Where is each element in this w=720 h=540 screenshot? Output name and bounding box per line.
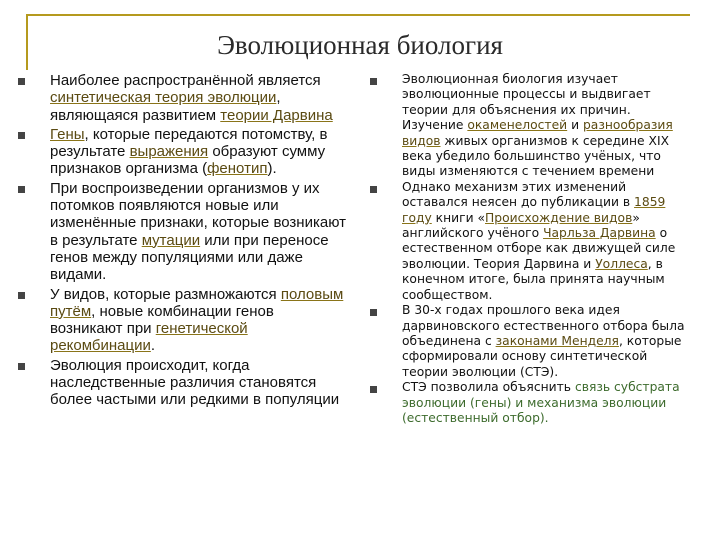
bullet-marker-icon xyxy=(18,292,25,299)
text-run: . xyxy=(150,337,156,355)
text-run: образуют сумму признаков организма ( xyxy=(50,143,326,178)
text-run: » английского учёного xyxy=(402,210,640,241)
hyperlink[interactable]: мутации xyxy=(141,231,201,249)
text-run: , новые комбинации генов возникают при xyxy=(50,302,274,338)
text-run: ). xyxy=(267,160,277,178)
hyperlink[interactable]: окаменелостей xyxy=(467,118,568,133)
text-run: В 30-х годах прошлого века идея дарвиновского естественного отбора была объединена с xyxy=(402,303,685,348)
bullet-marker-icon xyxy=(370,386,377,393)
hyperlink[interactable]: фенотип xyxy=(207,160,268,178)
text-run: СТЭ позволила объяснить xyxy=(402,380,575,395)
hyperlink[interactable]: генетической рекомбинации xyxy=(50,320,248,355)
text-run: о естественном отборе как движущей силе эволюции. Теория Дарвина и xyxy=(402,226,676,271)
right-bullet-list xyxy=(370,72,690,426)
text-run: , которые сформировали основу синтетической теории эволюции (СТЭ). xyxy=(402,333,682,379)
hyperlink[interactable]: выражения xyxy=(129,143,209,161)
text-run: Эволюция происходит, когда наследственные различия становятся более частыми или редкими в популяции xyxy=(50,356,340,409)
right-bullet-item xyxy=(370,180,690,303)
text-run: У видов, которые размножаются xyxy=(50,285,281,303)
hyperlink[interactable]: разнообразия видов xyxy=(402,118,673,148)
left-bullet-item xyxy=(18,72,350,124)
hyperlink[interactable]: Происхождение видов xyxy=(485,210,633,225)
left-bullet-item xyxy=(18,357,350,409)
hyperlink[interactable]: 1859 году xyxy=(402,195,666,225)
bullet-marker-icon xyxy=(370,309,377,316)
left-bullet-item xyxy=(18,180,350,284)
left-bullet-item xyxy=(18,286,350,355)
frame-top-line xyxy=(26,14,690,16)
bullet-marker-icon xyxy=(370,78,377,85)
hyperlink[interactable]: законами Менделя xyxy=(495,333,619,348)
text-run: и xyxy=(567,118,583,133)
bullet-marker-icon xyxy=(18,132,25,139)
hyperlink[interactable]: Гены xyxy=(50,125,85,143)
right-bullet-item xyxy=(370,380,690,426)
text-run: живых организмов к середине XIX века убедило большинство учёных, что виды изменяются с течением времени xyxy=(402,133,670,179)
hyperlink[interactable]: синтетическая теория эволюции xyxy=(50,89,277,107)
bullet-marker-icon xyxy=(18,363,25,370)
left-bullet-item xyxy=(18,126,350,178)
hyperlink[interactable]: Уоллеса xyxy=(595,256,648,271)
text-run: книги « xyxy=(431,210,486,225)
text-run: Эволюционная биология изучает эволюционные процессы и выдвигает теории для объяснения их причин. Изучение xyxy=(402,72,651,133)
text-run: , в конечном итоге, была принята научным сообществом. xyxy=(402,256,665,302)
text-run: , которые передаются потомству, в результате xyxy=(50,125,328,161)
hyperlink[interactable]: теории Дарвина xyxy=(220,106,333,124)
text-run: , являющаяся развитием xyxy=(50,89,281,124)
hyperlink[interactable]: Чарльза Дарвина xyxy=(543,226,656,241)
left-bullet-list xyxy=(18,72,350,409)
bullet-marker-icon xyxy=(18,78,25,85)
text-run: или при переносе генов между популяциями или даже видами. xyxy=(50,231,329,284)
text-run: При воспроизведении организмов у их потомков появляются новые или изменённые признаки, которые возникают в результате xyxy=(50,179,346,249)
bullet-marker-icon xyxy=(370,186,377,193)
right-bullet-item xyxy=(370,303,690,380)
text-run: Однако механизм этих изменений оставался неясен до публикации в xyxy=(402,179,635,210)
highlighted-text: связь субстрата эволюции (гены) и механизма эволюции (естественный отбор). xyxy=(402,380,680,425)
hyperlink[interactable]: половым путём xyxy=(50,285,344,320)
slide-title: Эволюционная биология xyxy=(217,30,503,60)
right-bullet-item xyxy=(370,72,690,180)
bullet-marker-icon xyxy=(18,186,25,193)
text-run: Наиболее распространённой является xyxy=(50,72,321,89)
